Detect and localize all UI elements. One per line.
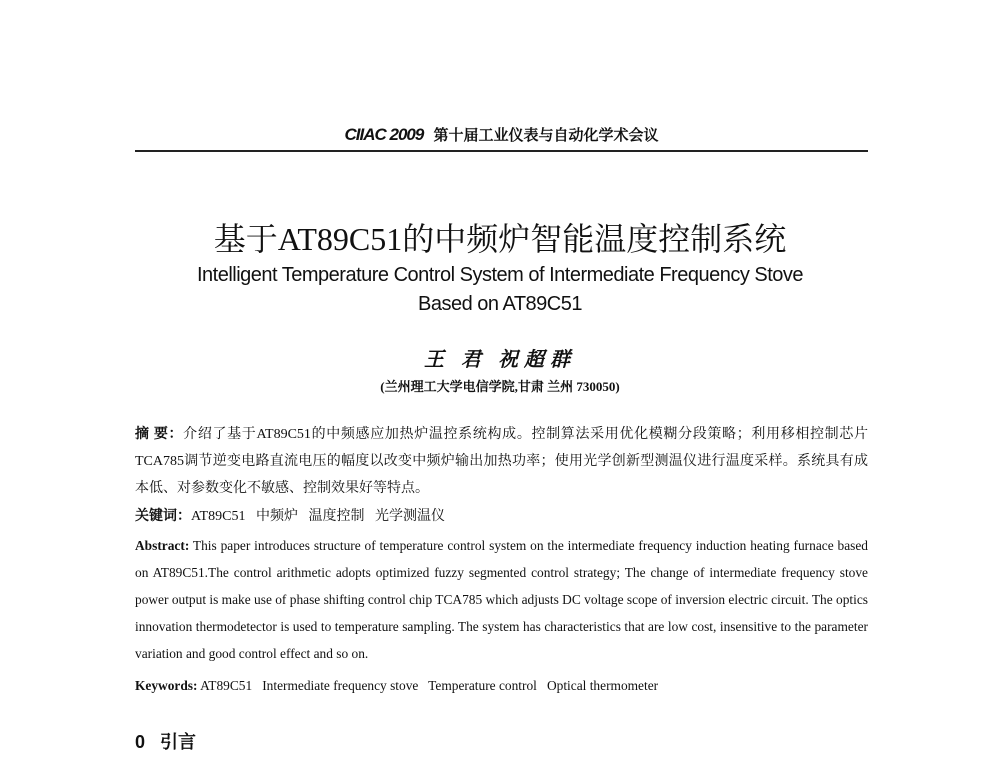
abstract-en-text: This paper introduces structure of temperature control system on the intermediate frequency induction heating furnace based on AT89C51.The control arithmetic adopts optimized fuzzy segmented control strategy; The change of intermediate frequency stove power output is make use of phase shifting control chip TCA785 which adjusts DC voltage scope of inversion electric circuit. The optics innovation thermodetector is used to temperature sampling. The system has characteristics that are low cost, insensitive to the parameter variation and good control effect and so on. <box>135 538 868 661</box>
keywords-cn-label: 关键词： <box>135 509 191 524</box>
conference-logo: CIIAC 2009 <box>344 125 424 144</box>
header-rule <box>135 150 868 152</box>
keywords-chinese <box>135 503 868 530</box>
keywords-en-text: AT89C51 Intermediate frequency stove Temperature control Optical thermometer <box>200 678 659 693</box>
conference-name: 第十届工业仪表与自动化学术会议 <box>433 127 659 144</box>
abstract-english <box>135 532 868 667</box>
abstract-en-label: Abstract: <box>135 538 190 553</box>
abstract-cn-label: 摘 要： <box>135 427 184 442</box>
section-heading <box>135 728 196 754</box>
section-number: 0 <box>135 732 146 752</box>
title-english-line2: Based on AT89C51 <box>418 293 582 315</box>
title-chinese: 基于AT89C51的中频炉智能温度控制系统 <box>213 221 787 257</box>
abstract-chinese <box>135 421 868 502</box>
keywords-en-label: Keywords: <box>135 678 198 693</box>
running-header <box>135 124 868 145</box>
section-title: 引言 <box>160 732 197 752</box>
keywords-english <box>135 672 868 699</box>
title-english-line1: Intelligent Temperature Control System of Intermediate Frequency Stove <box>196 264 804 286</box>
keywords-cn-text: AT89C51 中频炉 温度控制 光学测温仪 <box>191 509 445 524</box>
abstract-cn-text: 介绍了基于AT89C51的中频感应加热炉温控系统构成。控制算法采用优化模糊分段策略；利用移相控制芯片TCA785调节逆变电路直流电压的幅度以改变中频炉输出加热功率；使用光学创新型测温仪进行温度采样。系统具有成本低、对参数变化不敏感、控制效果好等特点。 <box>135 427 869 496</box>
authors: 王 君 祝超群 <box>424 349 576 371</box>
affiliation: (兰州理工大学电信学院,甘肃 兰州 730050) <box>380 379 620 394</box>
